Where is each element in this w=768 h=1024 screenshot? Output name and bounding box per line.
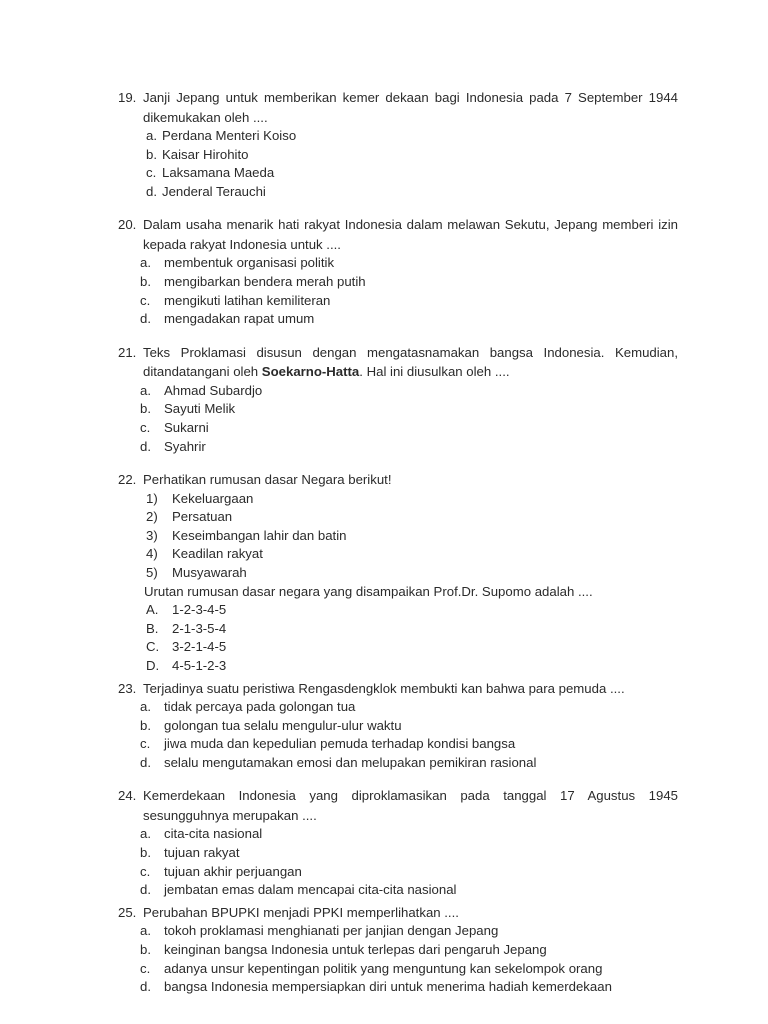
option-key: c. — [140, 419, 151, 435]
statement-item — [118, 508, 678, 527]
option-item[interactable] — [118, 400, 678, 419]
question-stem — [118, 679, 678, 699]
option-list — [118, 698, 678, 772]
option-item[interactable] — [118, 638, 678, 657]
option-key: c. — [146, 165, 157, 181]
question-text: Janji Jepang untuk memberikan kemer dekaan bagi Indonesia pada 7 September 1944 dikemukakan oleh .... — [143, 90, 678, 125]
option-text: adanya unsur kepentingan politik yang menguntung kan sekelompok orang — [164, 960, 603, 976]
question-number: 24. — [118, 788, 137, 804]
option-key: a. — [140, 923, 151, 939]
question-text: Terjadinya suatu peristiwa Rengasdengklok membukti kan bahwa para pemuda .... — [143, 680, 625, 696]
option-key: D. — [146, 657, 160, 673]
statement-key: 3) — [146, 527, 158, 543]
question-number: 21. — [118, 344, 137, 360]
option-list — [118, 825, 678, 899]
option-key: d. — [140, 882, 151, 898]
option-text: mengikuti latihan kemiliteran — [164, 292, 331, 308]
option-item[interactable] — [118, 881, 678, 900]
option-item[interactable] — [118, 292, 678, 311]
option-text: 3-2-1-4-5 — [172, 639, 227, 655]
option-key: c. — [140, 292, 151, 308]
option-text: mengibarkan bendera merah putih — [164, 273, 366, 289]
option-key: a. — [140, 699, 151, 715]
option-text: tujuan akhir perjuangan — [164, 863, 302, 879]
option-key: b. — [140, 401, 151, 417]
option-list — [118, 601, 678, 675]
question-number: 20. — [118, 217, 137, 233]
option-item[interactable] — [118, 698, 678, 717]
question-stem — [118, 786, 678, 825]
question-22 — [118, 470, 678, 675]
option-text: Kaisar Hirohito — [162, 146, 249, 162]
question-emphasis: Soekarno-Hatta — [261, 364, 360, 380]
statement-item — [118, 490, 678, 509]
option-key: b. — [146, 146, 157, 162]
option-list — [118, 254, 678, 328]
question-number: 23. — [118, 680, 137, 696]
option-text: golongan tua selalu mengulur-ulur waktu — [164, 717, 402, 733]
option-key: a. — [140, 826, 151, 842]
option-item[interactable] — [118, 620, 678, 639]
option-text: Ahmad Subardjo — [164, 382, 263, 398]
option-item[interactable] — [118, 825, 678, 844]
question-stem — [118, 343, 678, 382]
question-text-tail: . Hal ini diusulkan oleh .... — [359, 364, 510, 380]
option-text: keinginan bangsa Indonesia untuk terlepas dari pengaruh Jepang — [164, 941, 547, 957]
option-text: mengadakan rapat umum — [164, 311, 315, 327]
statement-key: 5) — [146, 565, 158, 580]
question-stem — [118, 903, 678, 923]
option-key: a. — [146, 128, 157, 143]
question-19 — [118, 88, 678, 201]
option-text: tidak percaya pada golongan tua — [164, 699, 356, 715]
question-number: 22. — [118, 472, 137, 488]
statement-item — [118, 564, 678, 583]
option-item[interactable] — [118, 254, 678, 273]
option-key: b. — [140, 273, 151, 289]
option-key: b. — [140, 941, 151, 957]
option-item[interactable] — [118, 164, 678, 183]
option-key: c. — [140, 736, 151, 752]
option-key: d. — [140, 979, 151, 995]
option-key: d. — [140, 438, 151, 454]
option-item[interactable] — [118, 127, 678, 146]
option-text: tokoh proklamasi menghianati per janjian dengan Jepang — [164, 923, 499, 939]
option-key: d. — [146, 183, 157, 199]
question-number: 19. — [118, 90, 137, 105]
option-item[interactable] — [118, 941, 678, 960]
question-stem — [118, 88, 678, 127]
option-text: membentuk organisasi politik — [164, 255, 335, 271]
question-text: Kemerdekaan Indonesia yang diproklamasikan pada tanggal 17 Agustus 1945 sesungguhnya merupakan .... — [143, 788, 678, 823]
option-list — [118, 127, 678, 201]
option-key: A. — [146, 602, 159, 618]
statement-text: Keseimbangan lahir dan batin — [172, 527, 347, 543]
option-item[interactable] — [118, 419, 678, 438]
option-item[interactable] — [118, 183, 678, 202]
option-text: 1-2-3-4-5 — [172, 602, 227, 618]
option-item[interactable] — [118, 754, 678, 773]
statement-item — [118, 545, 678, 564]
option-item[interactable] — [118, 657, 678, 676]
option-item[interactable] — [118, 273, 678, 292]
option-item[interactable] — [118, 382, 678, 401]
question-text-part: Teks Proklamasi disusun dengan mengatasnamakan bangsa Indonesia. Kemudian, ditandatangani oleh — [143, 344, 678, 380]
question-subprompt: Urutan rumusan dasar negara yang disampaikan Prof.Dr. Supomo adalah .... — [144, 583, 593, 599]
option-item[interactable] — [118, 146, 678, 165]
statement-text: Keadilan rakyat — [172, 546, 263, 562]
option-text: Sayuti Melik — [164, 401, 236, 417]
option-key: d. — [140, 311, 151, 327]
question-21 — [118, 343, 678, 456]
statement-key: 1) — [146, 490, 158, 506]
option-key: b. — [140, 845, 151, 861]
option-item[interactable] — [118, 978, 678, 997]
option-list — [118, 922, 678, 996]
statement-key: 4) — [146, 546, 158, 562]
option-text: cita-cita nasional — [164, 826, 263, 842]
question-number: 25. — [118, 904, 137, 920]
option-key: c. — [140, 960, 151, 976]
option-text: jembatan emas dalam mencapai cita-cita nasional — [164, 882, 457, 898]
question-23 — [118, 679, 678, 773]
option-item[interactable] — [118, 735, 678, 754]
option-item[interactable] — [118, 438, 678, 457]
option-key: b. — [140, 717, 151, 733]
statement-key: 2) — [146, 509, 158, 525]
statement-text: Musyawarah — [172, 565, 247, 580]
question-24 — [118, 786, 678, 899]
statement-list — [118, 490, 678, 583]
option-text: Sukarni — [164, 419, 209, 435]
question-25 — [118, 903, 678, 997]
option-text: tujuan rakyat — [164, 845, 240, 861]
question-text: Perubahan BPUPKI menjadi PPKI memperlihatkan .... — [143, 904, 459, 920]
option-item[interactable] — [118, 717, 678, 736]
option-text: Perdana Menteri Koiso — [162, 128, 297, 143]
question-stem — [118, 215, 678, 254]
option-item[interactable] — [118, 960, 678, 979]
option-key: c. — [140, 863, 151, 879]
option-item[interactable] — [118, 844, 678, 863]
statement-text: Persatuan — [172, 509, 233, 525]
statement-text: Kekeluargaan — [172, 490, 254, 506]
question-text: Perhatikan rumusan dasar Negara berikut! — [143, 472, 392, 488]
option-item[interactable] — [118, 863, 678, 882]
option-text: 4-5-1-2-3 — [172, 657, 227, 673]
option-item[interactable] — [118, 922, 678, 941]
question-text — [143, 343, 678, 382]
option-item[interactable] — [118, 601, 678, 620]
question-20 — [118, 215, 678, 328]
option-key: a. — [140, 382, 151, 398]
option-text: Syahrir — [164, 438, 206, 454]
question-stem — [118, 470, 678, 490]
option-text: 2-1-3-5-4 — [172, 620, 227, 636]
option-item[interactable] — [118, 310, 678, 329]
option-text: Jenderal Terauchi — [162, 183, 266, 199]
option-text: bangsa Indonesia mempersiapkan diri untuk menerima hadiah kemerdekaan — [164, 979, 612, 995]
option-key: d. — [140, 754, 151, 770]
option-key: a. — [140, 255, 151, 271]
option-list — [118, 382, 678, 456]
option-text: Laksamana Maeda — [162, 165, 275, 181]
option-text: selalu mengutamakan emosi dan melupakan pemikiran rasional — [164, 754, 537, 770]
option-key: B. — [146, 620, 159, 636]
option-key: C. — [146, 639, 160, 655]
option-text: jiwa muda dan kepedulian pemuda terhadap kondisi bangsa — [164, 736, 516, 752]
question-text: Dalam usaha menarik hati rakyat Indonesia dalam melawan Sekutu, Jepang memberi izin kepada rakyat Indonesia untuk .... — [143, 217, 678, 252]
statement-item — [118, 527, 678, 546]
